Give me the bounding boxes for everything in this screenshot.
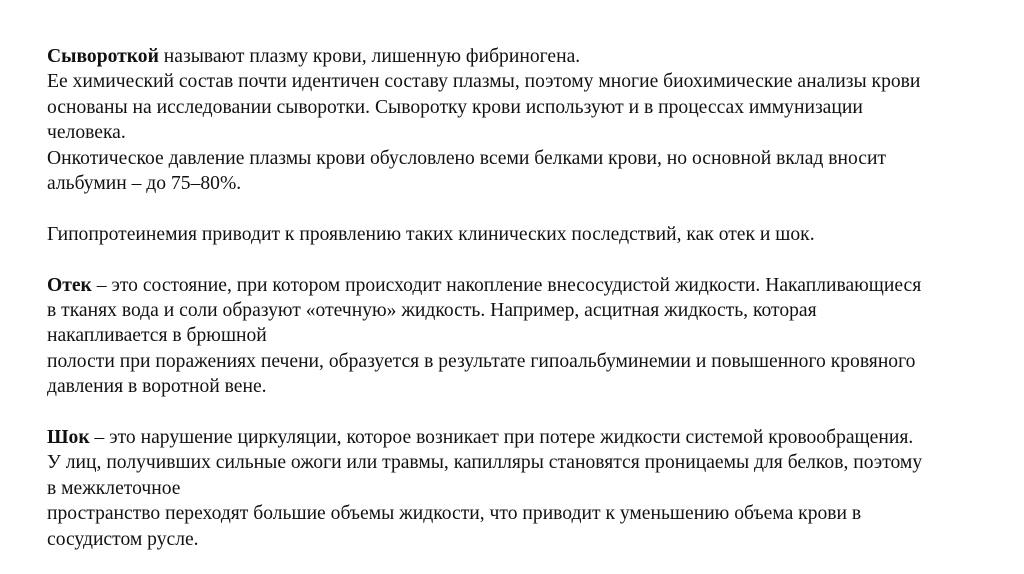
text-line: в межклеточное — [47, 477, 181, 499]
paragraph-edema — [47, 273, 1012, 400]
text-line: альбумин – до 75–80%. — [47, 173, 242, 195]
text-line: основаны на исследовании сыворотки. Сыворотку крови используют и в процессах иммунизации — [47, 96, 863, 118]
text-line: накапливается в брюшной — [47, 325, 267, 347]
text-line: полости при поражениях печени, образуется в результате гипоальбуминемии и повышенного кровяного — [47, 350, 916, 372]
paragraph-shock — [47, 425, 1012, 552]
term-shock: Шок — [47, 427, 90, 449]
text-line — [47, 44, 1012, 69]
spacer — [47, 247, 1012, 272]
text-fragment: – это нарушение циркуляции, которое возникает при потере жидкости системой кровообращения. — [89, 427, 914, 449]
paragraph-serum — [47, 44, 1012, 196]
paragraph-hypoproteinemia — [47, 222, 1012, 247]
term-serum: Сывороткой — [47, 46, 159, 67]
text-line — [47, 273, 1012, 298]
slide-text — [47, 44, 1012, 552]
text-line: давления в воротной вене. — [47, 376, 267, 398]
text-fragment: называют плазму крови, лишенную фибриногена. — [158, 46, 581, 67]
term-edema: Отек — [47, 274, 92, 296]
text-line: человека. — [47, 122, 126, 144]
text-line: пространство переходят большие объемы жидкости, что приводит к уменьшению объема крови в — [47, 503, 862, 525]
text-line: сосудистом русле. — [47, 528, 199, 550]
spacer — [47, 196, 1012, 221]
text-line: в тканях вода и соли образуют «отечную» жидкость. Например, асцитная жидкость, которая — [47, 300, 817, 322]
text-line: Гипопротеинемия приводит к проявлению таких клинических последствий, как отек и шок. — [47, 223, 815, 245]
text-line — [47, 425, 1012, 450]
text-line: Онкотическое давление плазмы крови обусловлено всеми белками крови, но основной вклад вносит — [47, 147, 887, 169]
text-line: Ее химический состав почти идентичен составу плазмы, поэтому многие биохимические анализы крови — [47, 71, 921, 93]
text-line: У лиц, получивших сильные ожоги или травмы, капилляры становятся проницаемы для белков, поэтому — [47, 452, 923, 474]
text-fragment: – это состояние, при котором происходит накопление внесосудистой жидкости. Накапливающиеся — [91, 274, 922, 296]
spacer — [47, 400, 1012, 425]
